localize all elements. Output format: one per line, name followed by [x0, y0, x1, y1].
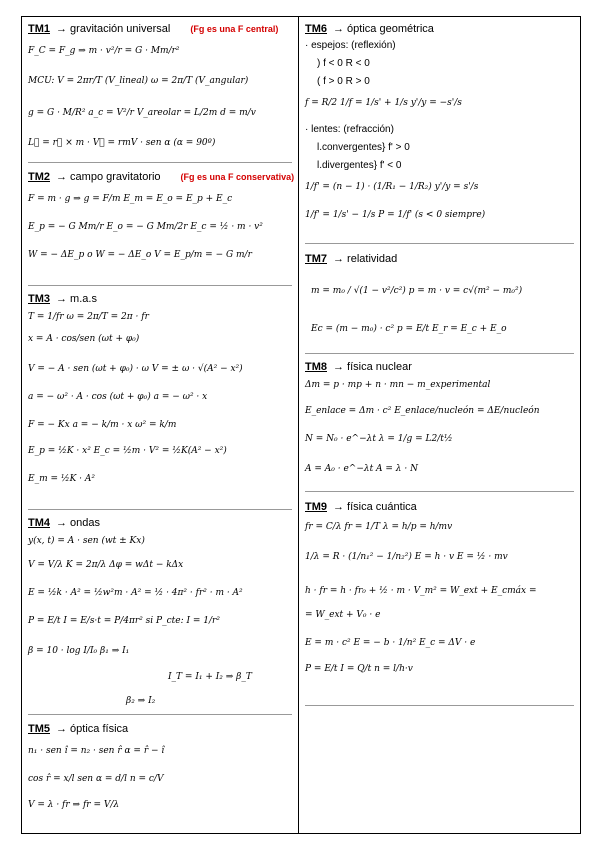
formula-line: Δm = p · mp + n · mn − m_experimental: [305, 380, 491, 390]
divider: [28, 285, 292, 286]
formula-line: l.convergentes} f' > 0: [317, 142, 410, 153]
formula-line: E = ½k · A² = ½w²m · A² = ½ · 4π² · fr² · m · A²: [28, 588, 243, 598]
formula-line: cos r̂ = x/l sen α = d/l n = c/V: [28, 774, 164, 784]
formula-line: n₁ · sen î = n₂ · sen r̂ α = r̂ − î: [28, 746, 165, 756]
formula-line: f = R/2 1/f = 1/s' + 1/s y'/y = −s'/s: [305, 98, 462, 108]
divider: [28, 714, 292, 715]
formula-line: = W_ext + V₀ · e: [305, 610, 381, 620]
section-heading: [28, 293, 292, 305]
section-tm6: [305, 23, 574, 220]
section-tm1: [28, 23, 292, 148]
formula-line: 1/f' = (n − 1) · (1/R₁ − 1/R₂) y'/y = s'/s: [305, 182, 479, 192]
formula-line: y(x, t) = A · sen (wt ± Kx): [28, 536, 145, 546]
divider: [305, 705, 574, 706]
formula-line: A = A₀ · e^−λt A = λ · N: [305, 464, 418, 474]
formula-line: h · fr = h · fr₀ + ½ · m · V_m² = W_ext + E_cmáx =: [305, 586, 537, 596]
formula-line: m = m₀ / √(1 − v²/c²) p = m · v = c√(m² − m₀²): [311, 286, 523, 296]
section-tag: TM4: [28, 517, 50, 529]
formula-line: P = E/t I = E/s·t = P/4πr² si P_cte: I = 1/r²: [28, 616, 220, 626]
left-column: [22, 17, 299, 833]
divider: [28, 509, 292, 510]
section-tag: TM9: [305, 501, 327, 513]
formula-line: ( f > 0 R > 0: [317, 76, 370, 87]
section-heading: [305, 501, 574, 513]
section-title: → relatividad: [333, 253, 398, 265]
section-heading: [305, 253, 574, 265]
section-title: → campo gravitatorio: [56, 171, 161, 183]
formula-line: F = − Kx a = − k/m · x ω² = k/m: [28, 420, 177, 430]
section-heading: [28, 23, 292, 35]
divider: [305, 353, 574, 354]
formula-line: x = A · cos/sen (ωt + φ₀): [28, 334, 140, 344]
section-heading: [305, 23, 574, 35]
section-tag: TM7: [305, 253, 327, 265]
section-tm4: [28, 517, 292, 706]
section-title: → física nuclear: [333, 361, 412, 373]
section-tag: TM8: [305, 361, 327, 373]
formula-line: 1/λ = R · (1/n₁² − 1/n₂²) E = h · v E = ½ · mv: [305, 552, 508, 562]
formula-line: 1/f' = 1/s' − 1/s P = 1/f' (s < 0 siempre): [305, 210, 486, 220]
section-tm7: [305, 253, 574, 334]
section-title: → óptica física: [56, 723, 129, 735]
formula-line: · lentes: (refracción): [305, 124, 394, 135]
section-note: (Fg es una F conservativa): [180, 172, 295, 182]
formula-line: F_C = F_g ⇒ m · v²/r = G · Mm/r²: [28, 46, 180, 56]
formula-line: I_T = I₁ + I₂ ⇒ β_T: [168, 672, 252, 682]
formula-line: P = E/t I = Q/t n = l/h·v: [305, 664, 413, 674]
section-tag: TM2: [28, 171, 50, 183]
formula-line: MCU: V = 2πr/T (V_lineal) ω = 2π/T (V_angular): [28, 76, 249, 86]
divider: [305, 243, 574, 244]
section-heading: [28, 517, 292, 529]
formula-line: Ec = (m − m₀) · c² p = E/t E_r = E_c + E_o: [311, 324, 507, 334]
formula-line: β = 10 · log I/I₀ β₁ ⇒ I₁: [28, 646, 130, 656]
formula-sheet: [21, 16, 581, 834]
section-tag: TM3: [28, 293, 50, 305]
section-title: → ondas: [56, 517, 101, 529]
section-title: → física cuántica: [333, 501, 417, 513]
formula-line: V = − A · sen (ωt + φ₀) · ω V = ± ω · √(A² − x²): [28, 364, 243, 374]
section-tm2: [28, 171, 295, 260]
formula-line: β₂ ⇒ I₂: [126, 696, 156, 706]
formula-line: ) f < 0 R < 0: [317, 58, 370, 69]
formula-line: E_p = ½K · x² E_c = ½m · V² = ½K(A² − x²): [28, 446, 227, 456]
formula-line: L⃗ = r⃗ × m · V⃗ = rmV · sen α (α = 90º): [28, 138, 216, 148]
section-heading: [28, 171, 295, 183]
formula-line: l.divergentes} f' < 0: [317, 160, 402, 171]
section-title: → gravitación universal: [56, 23, 171, 35]
formula-line: E_p = − G Mm/r E_o = − G Mm/2r E_c = ½ · m · v²: [28, 222, 263, 232]
formula-line: E = m · c² E = − b · 1/n² E_c = ΔV · e: [305, 638, 476, 648]
section-note: (Fg es una F central): [190, 24, 279, 34]
section-tm5: [28, 723, 292, 810]
formula-line: V = λ · fr ⇒ fr = V/λ: [28, 800, 120, 810]
formula-line: g = G · M/R² a_c = V²/r V_areolar = L/2m d = m/v: [28, 108, 256, 118]
formula-line: F = m · g ⇒ g = F/m E_m = E_o = E_p + E_c: [28, 194, 233, 204]
formula-line: V = V/λ K = 2π/λ Δφ = wΔt − kΔx: [28, 560, 184, 570]
section-heading: [28, 723, 292, 735]
formula-line: · espejos: (reflexión): [305, 40, 396, 51]
right-column: [299, 17, 580, 833]
section-tm3: [28, 293, 292, 484]
section-tm8: [305, 361, 574, 474]
formula-line: W = − ΔE_p o W = − ΔE_o V = E_p/m = − G m/r: [28, 250, 252, 260]
formula-line: E_m = ½K · A²: [28, 474, 96, 484]
formula-line: a = − ω² · A · cos (ωt + φ₀) a = − ω² · x: [28, 392, 208, 402]
formula-line: fr = C/λ fr = 1/T λ = h/p = h/mv: [305, 522, 453, 532]
formula-line: E_enlace = Δm · c² E_enlace/nucleón = ΔE/nucleón: [305, 406, 540, 416]
section-title: → óptica geométrica: [333, 23, 434, 35]
formula-line: T = 1/fr ω = 2π/T = 2π · fr: [28, 312, 149, 322]
section-title: → m.a.s: [56, 293, 97, 305]
formula-line: N = N₀ · e^−λt λ = 1/g = L2/t½: [305, 434, 453, 444]
section-tag: TM6: [305, 23, 327, 35]
section-tag: TM1: [28, 23, 50, 35]
section-heading: [305, 361, 574, 373]
divider: [305, 491, 574, 492]
section-tm9: [305, 501, 574, 674]
divider: [28, 162, 292, 163]
section-tag: TM5: [28, 723, 50, 735]
